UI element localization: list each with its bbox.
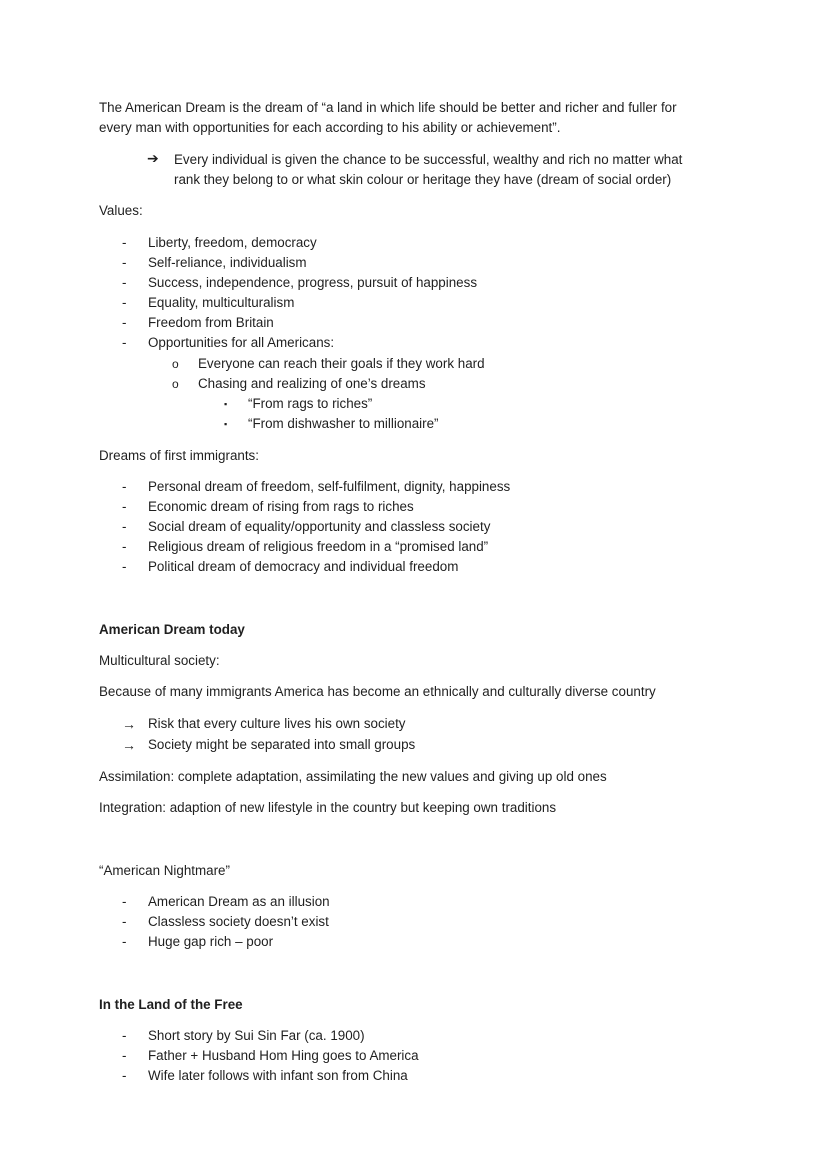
dash-bullet-icon: - bbox=[122, 519, 127, 534]
dash-bullet-icon: - bbox=[122, 934, 127, 949]
list-item: Self-reliance, individualism bbox=[148, 255, 307, 270]
list-item: Freedom from Britain bbox=[148, 315, 274, 330]
list-item: Social dream of equality/opportunity and classless society bbox=[148, 519, 491, 534]
list-item: Short story by Sui Sin Far (ca. 1900) bbox=[148, 1028, 365, 1043]
intro-arrow-line-2: rank they belong to or what skin colour or heritage they have (dream of social order) bbox=[174, 172, 672, 187]
dash-bullet-icon: - bbox=[122, 255, 127, 270]
arrow-icon: → bbox=[122, 737, 136, 753]
list-item: Equality, multiculturalism bbox=[148, 295, 295, 310]
assimilation-text: Assimilation: complete adaptation, assimilating the new values and giving up old ones bbox=[99, 769, 607, 784]
arrow-icon: → bbox=[122, 716, 136, 732]
intro-line-1: The American Dream is the dream of “a land in which life should be better and richer and fuller for bbox=[99, 100, 677, 115]
sub-sub-list-item: “From rags to riches” bbox=[248, 396, 373, 411]
list-item: Success, independence, progress, pursuit of happiness bbox=[148, 275, 478, 290]
circle-bullet-icon: o bbox=[172, 377, 179, 391]
nightmare-heading: “American Nightmare” bbox=[99, 863, 230, 878]
integration-text: Integration: adaption of new lifestyle in the country but keeping own traditions bbox=[99, 800, 557, 815]
intro-line-2: every man with opportunities for each according to his ability or achievement”. bbox=[99, 120, 561, 135]
dash-bullet-icon: - bbox=[122, 1068, 127, 1083]
list-item: Religious dream of religious freedom in a “promised land” bbox=[148, 539, 489, 554]
list-item: Political dream of democracy and individual freedom bbox=[148, 559, 459, 574]
dash-bullet-icon: - bbox=[122, 914, 127, 929]
arrow-item: Risk that every culture lives his own society bbox=[148, 716, 406, 731]
values-heading: Values: bbox=[99, 203, 143, 218]
dash-bullet-icon: - bbox=[122, 295, 127, 310]
today-heading: American Dream today bbox=[99, 622, 245, 637]
list-item: Liberty, freedom, democracy bbox=[148, 235, 317, 250]
list-item: American Dream as an illusion bbox=[148, 894, 330, 909]
sub-list-item: Chasing and realizing of one’s dreams bbox=[198, 376, 426, 391]
dash-bullet-icon: - bbox=[122, 539, 127, 554]
dash-bullet-icon: - bbox=[122, 1048, 127, 1063]
dash-bullet-icon: - bbox=[122, 315, 127, 330]
sub-list-item: Everyone can reach their goals if they work hard bbox=[198, 356, 485, 371]
dash-bullet-icon: - bbox=[122, 499, 127, 514]
intro-arrow-line-1: Every individual is given the chance to be successful, wealthy and rich no matter what bbox=[174, 152, 683, 167]
list-item: Personal dream of freedom, self-fulfilment, dignity, happiness bbox=[148, 479, 511, 494]
list-item: Wife later follows with infant son from China bbox=[148, 1068, 408, 1083]
today-text: Because of many immigrants America has become an ethnically and culturally diverse country bbox=[99, 684, 656, 699]
circle-bullet-icon: o bbox=[172, 357, 179, 371]
dash-bullet-icon: - bbox=[122, 479, 127, 494]
square-bullet-icon: ▪ bbox=[224, 399, 228, 409]
square-bullet-icon: ▪ bbox=[224, 419, 228, 429]
dreams-heading: Dreams of first immigrants: bbox=[99, 448, 259, 463]
today-subheading: Multicultural society: bbox=[99, 653, 220, 668]
dash-bullet-icon: - bbox=[122, 235, 127, 250]
list-item: Opportunities for all Americans: bbox=[148, 335, 335, 350]
dash-bullet-icon: - bbox=[122, 894, 127, 909]
list-item: Economic dream of rising from rags to riches bbox=[148, 499, 414, 514]
land-heading: In the Land of the Free bbox=[99, 997, 243, 1012]
list-item: Huge gap rich – poor bbox=[148, 934, 274, 949]
dash-bullet-icon: - bbox=[122, 559, 127, 574]
bold-arrow-icon: ➔ bbox=[147, 150, 159, 166]
arrow-item: Society might be separated into small groups bbox=[148, 737, 416, 752]
sub-sub-list-item: “From dishwasher to millionaire” bbox=[248, 416, 439, 431]
list-item: Father + Husband Hom Hing goes to America bbox=[148, 1048, 419, 1063]
dash-bullet-icon: - bbox=[122, 1028, 127, 1043]
dash-bullet-icon: - bbox=[122, 335, 127, 350]
list-item: Classless society doesn’t exist bbox=[148, 914, 329, 929]
dash-bullet-icon: - bbox=[122, 275, 127, 290]
